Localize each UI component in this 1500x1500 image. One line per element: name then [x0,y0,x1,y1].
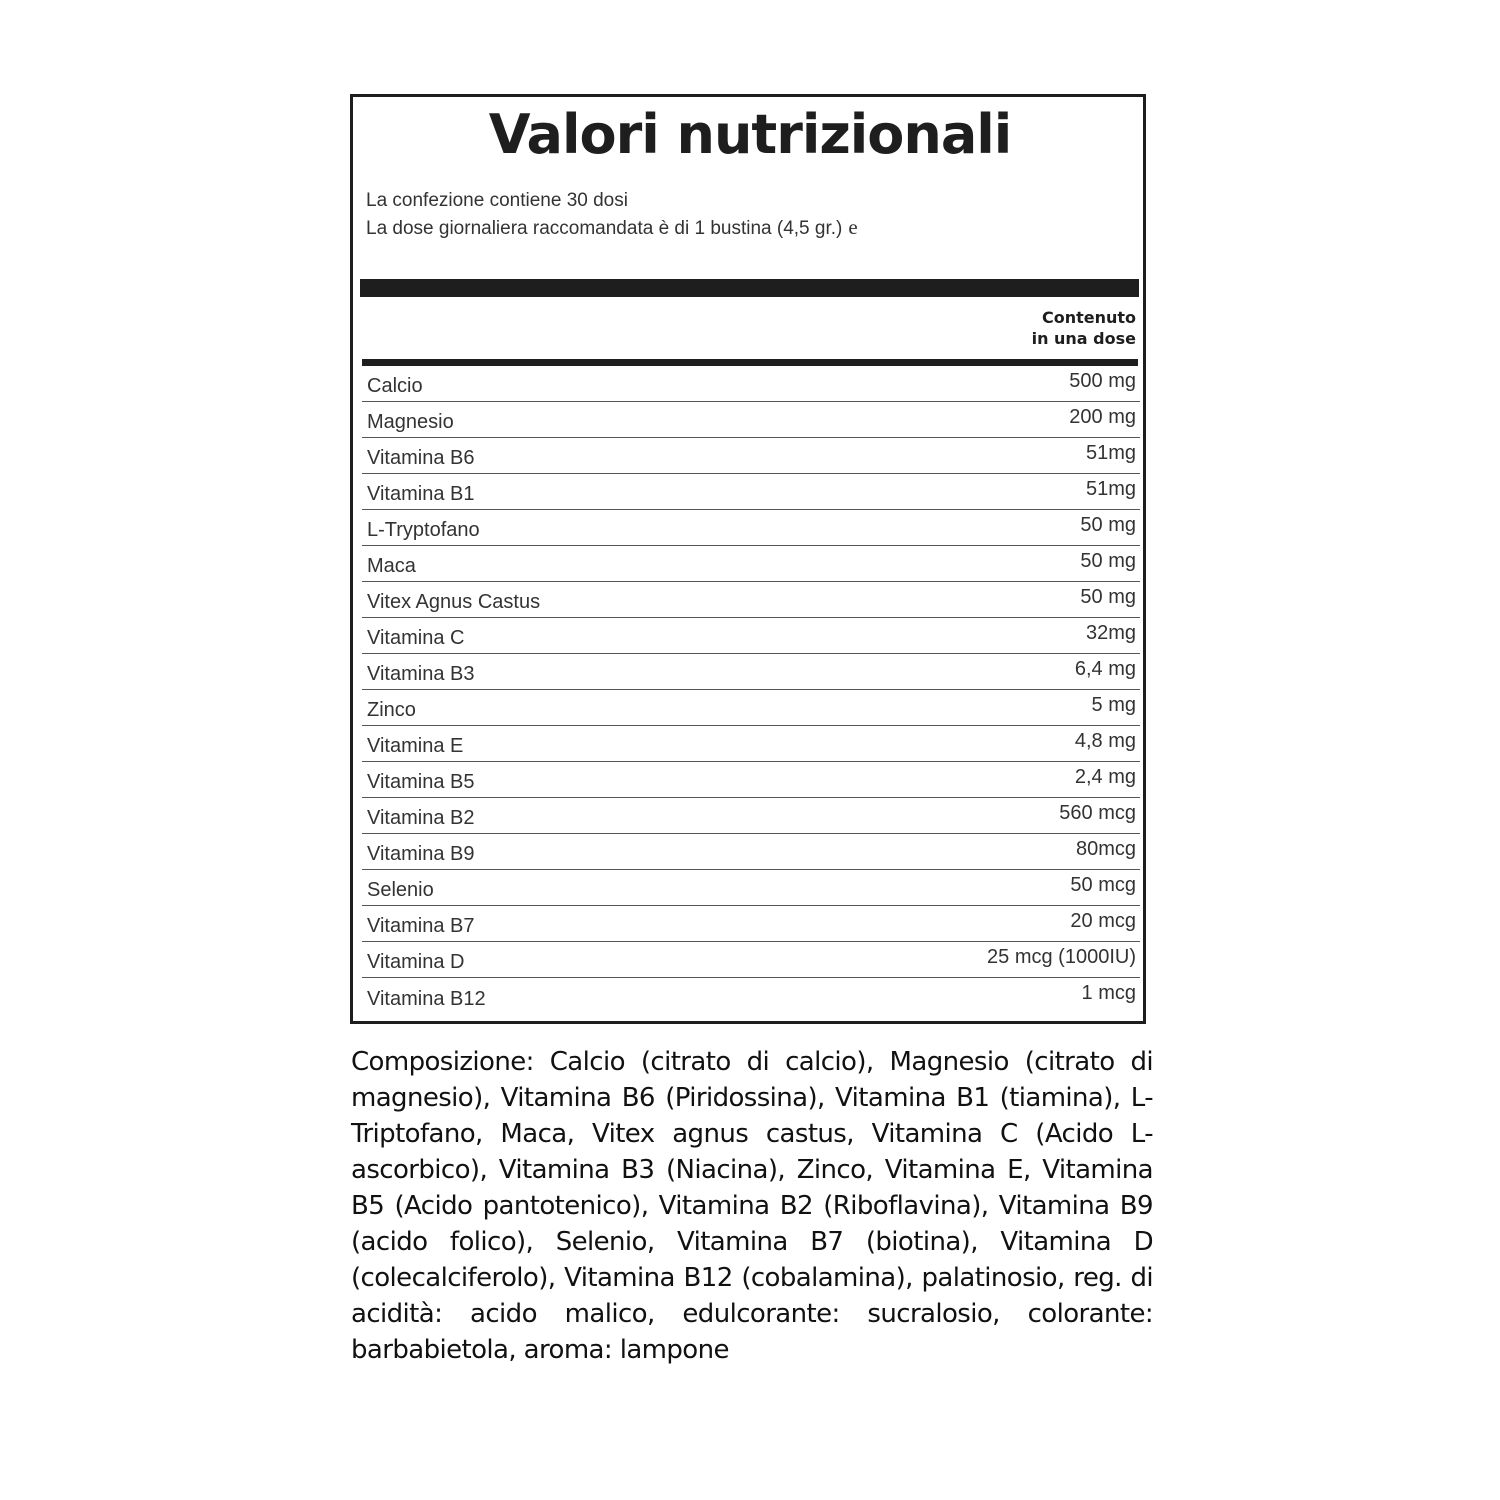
nutrient-value: 50 mg [1080,586,1136,608]
column-header [1032,307,1136,349]
nutrient-value: 1 mcg [1081,982,1136,1004]
nutrient-value: 50 mcg [1070,874,1136,896]
nutrient-value: 51mg [1085,442,1136,464]
nutrient-name: Vitamina B2 [367,807,475,829]
column-header-line2: in una dose [1031,329,1136,348]
nutrient-value: 32mg [1085,622,1136,644]
nutrient-value: 2,4 mg [1074,766,1136,788]
table-row [362,978,1140,1014]
nutrient-name: Magnesio [367,411,454,433]
table-row [362,582,1140,618]
nutrient-name: L-Tryptofano [367,519,480,541]
nutrient-value: 20 mcg [1070,910,1136,932]
nutrient-value: 4,8 mg [1074,730,1136,752]
nutrient-value: 500 mg [1069,370,1136,392]
table-row [362,546,1140,582]
panel-title: Valori nutrizionali [488,103,1012,166]
table-row [362,906,1140,942]
nutrient-value: 51mg [1085,478,1136,500]
nutrient-value: 200 mg [1069,406,1136,428]
nutrient-value: 50 mg [1080,550,1136,572]
daily-dose-text: La dose giornaliera raccomandata è di 1 bustina (4,5 gr.) [366,218,843,239]
composition-text: Composizione: Calcio (citrato di calcio), Magnesio (citrato di magnesio), Vitamina B6 (Piridossina), Vitamina B1 (tiamina), L-Triptofano, Maca, Vitex agnus castus, Vitamina C (Acido L-ascorbico), Vitamina B3 (Niacina), Zinco, Vitamina E, Vitamina B5 (Acido pantotenico), Vitamina B2 (Riboflavina), Vitamina B9 (acido folico), Selenio, Vitamina B7 (biotina), Vitamina D (colecalciferolo), Vitamina B12 (cobalamina), palatinosio, reg. di acidità: acido malico, edulcorante: sucralosio, colorante: barbabietola, aroma: lampone [351,1047,1153,1365]
nutrient-name: Vitamina B1 [367,483,475,505]
nutrient-name: Vitamina D [367,951,465,973]
table-row [362,618,1140,654]
daily-dose [366,217,858,238]
nutrient-value: 50 mg [1080,514,1136,536]
nutrient-name: Vitamina E [367,735,464,757]
table-row [362,798,1140,834]
table-row [362,366,1140,402]
nutrient-value: 560 mcg [1059,802,1136,824]
header-rule-medium [362,359,1138,366]
table-row [362,510,1140,546]
table-row [362,870,1140,906]
nutrient-name: Vitamina B6 [367,447,475,469]
header-rule-thick [360,279,1139,297]
table-row [362,834,1140,870]
table-row [362,474,1140,510]
nutrient-name: Zinco [367,699,416,721]
nutrient-value: 5 mg [1091,694,1136,716]
nutrient-value: 80mcg [1075,838,1136,860]
table-row [362,402,1140,438]
nutrient-name: Selenio [367,879,434,901]
table-row [362,942,1140,978]
nutrient-name: Vitamina B9 [367,843,475,865]
nutrient-value: 25 mcg (1000IU) [987,946,1136,968]
nutrient-table [362,366,1140,1014]
nutrient-name: Vitamina B7 [367,915,475,937]
table-row [362,438,1140,474]
table-row [362,654,1140,690]
servings-per-pack [366,191,628,210]
nutrient-name: Vitamina B3 [367,663,475,685]
nutrient-name: Vitamina B5 [367,771,475,793]
nutrient-name: Maca [367,555,416,577]
nutrient-name: Vitamina C [367,627,465,649]
nutrient-name: Vitamina B12 [367,988,486,1010]
table-row [362,762,1140,798]
nutrient-name: Vitex Agnus Castus [367,591,541,613]
table-row [362,726,1140,762]
nutrient-name: Calcio [367,375,423,397]
column-header-line1: Contenuto [1041,308,1136,327]
estimated-e-mark: e [848,215,858,239]
nutrient-value: 6,4 mg [1074,658,1136,680]
table-row [362,690,1140,726]
servings-text: La confezione contiene 30 dosi [366,190,628,211]
